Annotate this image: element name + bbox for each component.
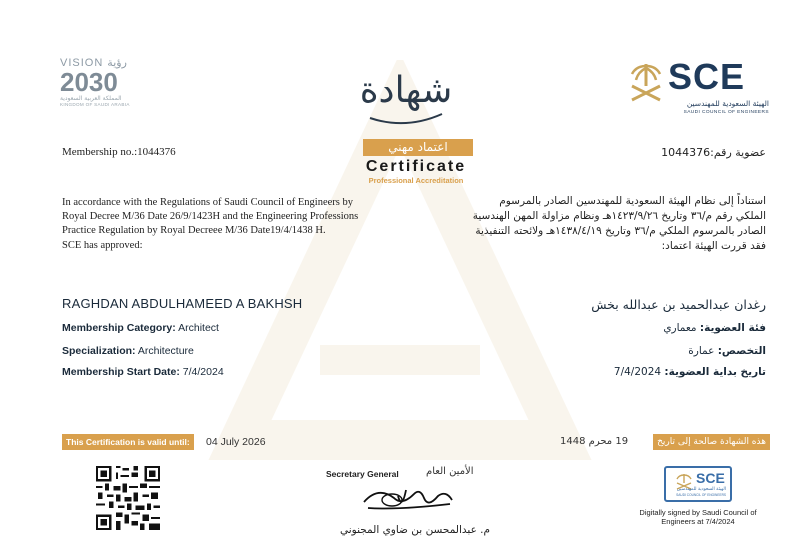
holder-name-ar: رغدان عبدالحميد بن عبدالله بخش (591, 297, 766, 312)
field-label-ar: فئة العضوية: (699, 322, 766, 334)
intro-line: Practice Regulation by Royal Decreee M/36 Date19/4/1438 H. (62, 225, 326, 237)
palm-swords-icon (628, 60, 664, 104)
vision-sub-en: KINGDOM OF SAUDI ARABIA (60, 102, 130, 107)
certificate-title: Certificate (365, 158, 467, 175)
specialization-ar (688, 345, 766, 357)
intro-line-ar: استناداً إلى نظام الهيئة السعودية للمهندسين الصادر بالمرسوم (499, 195, 766, 207)
membership-number-ar: عضوية رقم:1044376 (661, 146, 766, 159)
holder-name-en: RAGHDAN ABDULHAMEED A BAKHSH (62, 296, 303, 311)
validity-date-en: 04 July 2026 (206, 436, 266, 448)
vision-label-ar: رؤية (107, 56, 127, 69)
intro-text-ar (406, 194, 766, 254)
secretary-general-name-ar: م. عبدالمحسن بن ضاوي المجنوني (340, 524, 491, 536)
digital-signature-note (632, 508, 764, 526)
vision-2030-logo (60, 56, 150, 118)
field-value: Architecture (137, 345, 194, 357)
field-value: Architect (178, 322, 219, 334)
validity-label-ar: هذه الشهادة صالحة إلى تاريخ (653, 434, 770, 450)
membership-number-en: Membership no.:1044376 (62, 146, 176, 158)
field-label-ar: التخصص: (717, 345, 766, 357)
sce-letters: SCE (668, 56, 746, 97)
certificate-subtitle: Professional Accreditation (368, 176, 464, 185)
stamp-letters: SCE (696, 470, 725, 486)
intro-line: SCE has approved: (62, 239, 143, 251)
intro-line-ar: الملكي رقم م/٣٦ وتاريخ ١٤٢٣/٩/٢٦هـ ونظام مزاولة المهن الهندسية (472, 210, 766, 222)
field-label: Membership Category: (62, 322, 176, 334)
handwritten-signature (358, 480, 456, 518)
intro-line-ar: الصادر بالمرسوم الملكي م/٣٦ وتاريخ ١٤٣٨/٤/١٩هـ ولائحته التنفيذية (475, 225, 766, 237)
sce-logo (628, 54, 773, 122)
field-value-ar: 7/4/2024 (613, 366, 662, 378)
field-value-ar: معماري (663, 322, 697, 334)
membership-category-ar (663, 322, 766, 334)
intro-line-ar: فقد قررت الهيئة اعتماد: (661, 240, 766, 252)
field-label: Membership Start Date: (62, 366, 180, 378)
accreditation-ribbon: اعتماد مهني (363, 139, 473, 156)
field-value: 7/4/2024 (182, 366, 224, 378)
secretary-general-title-ar: الأمين العام (426, 466, 474, 477)
field-label-ar: تاريخ بداية العضوية: (664, 366, 766, 378)
certificate-calligraphy-title (360, 58, 452, 136)
stamp-name-en: SAUDI COUNCIL OF ENGINEERS (676, 493, 726, 497)
validity-date-ar: 19 محرم 1448 (560, 436, 629, 447)
intro-line: Royal Decree M/36 Date 26/9/1423H and the Engineering Professions (62, 211, 359, 223)
intro-text-en (62, 196, 402, 253)
qr-code[interactable] (96, 466, 160, 530)
vision-sub-ar: المملكة العربية السعودية (60, 95, 122, 102)
membership-start-ar (614, 366, 766, 378)
sce-name-en: SAUDI COUNCIL OF ENGINEERS (683, 110, 769, 115)
membership-start-en (62, 366, 224, 378)
stamp-name-ar: الهيئة السعودية للمهندسين (676, 487, 726, 492)
digital-note-line: Digitally signed by Saudi Council of (639, 508, 757, 517)
digital-note-line: Engineers at 7/4/2024 (661, 517, 735, 526)
title-ar-art: شهادة (360, 70, 452, 111)
membership-category-en (62, 322, 219, 334)
sce-digital-stamp (664, 466, 732, 502)
field-value-ar: عمارة (688, 345, 715, 357)
sce-name-ar: الهيئة السعودية للمهندسين (686, 99, 769, 108)
secretary-general-title-en: Secretary General (326, 469, 399, 479)
validity-label-en: This Certification is valid until: (62, 434, 194, 450)
field-label: Specialization: (62, 345, 136, 357)
vision-label: VISION (60, 57, 104, 69)
vision-year: 2030 (60, 67, 118, 97)
specialization-en (62, 345, 194, 357)
intro-line: In accordance with the Regulations of Saudi Council of Engineers by (62, 197, 354, 208)
